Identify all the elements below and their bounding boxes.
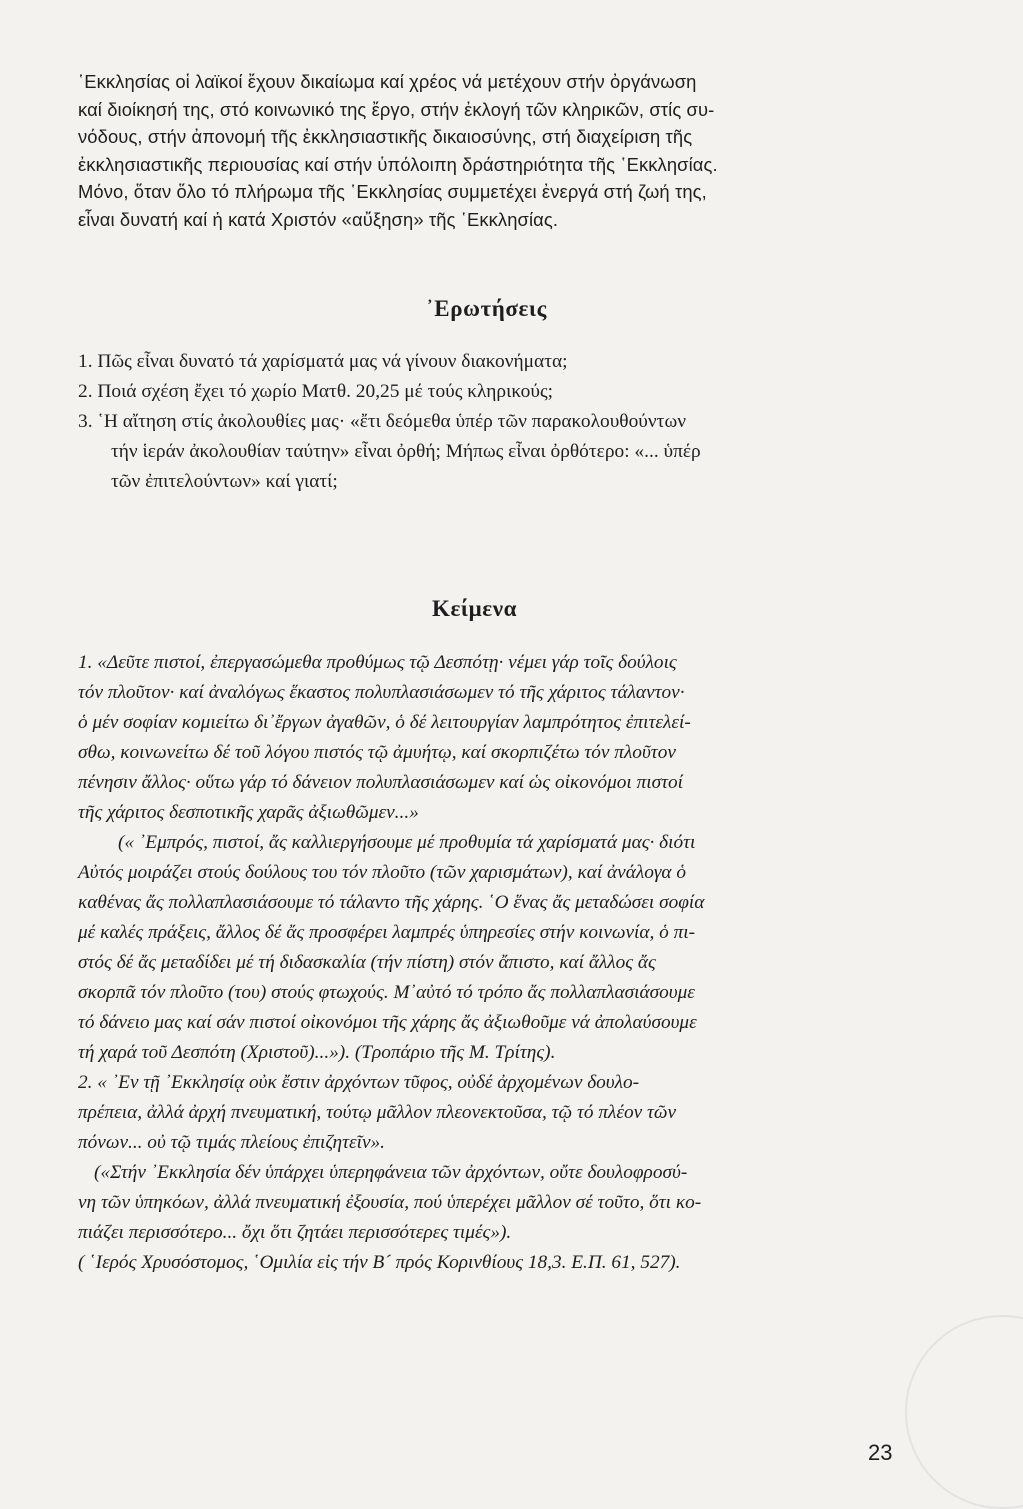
text-line: 1. «Δεῦτε πιστοί, ἐπεργασώμεθα προθύμως τῷ Δεσπότῃ· νέμει γάρ τοῖς δούλοις xyxy=(78,652,677,673)
intro-line: καί διοίκησή της, στό κοινωνικό της ἔργο, στήν ἐκλογή τῶν κληρικῶν, στίς συ- xyxy=(78,98,715,120)
text-line: τόν πλοῦτον· καί ἀναλόγως ἕκαστος πολυπλασιάσωμεν τό τῆς χάριτος τάλαντον· xyxy=(78,682,685,703)
texts-heading: Κείμενα xyxy=(432,596,518,621)
page-number: 23 xyxy=(868,1440,893,1465)
text-line: μέ καλές πράξεις, ἄλλος δέ ἄς προσφέρει λαμπρές ὑπηρεσίες στήν κοινωνία, ὁ πι- xyxy=(78,922,696,943)
question-item: 2. Ποιά σχέση ἔχει τό χωρίο Ματθ. 20,25 μέ τούς κληρικούς; xyxy=(78,381,554,402)
text-line: ( ῾Ιερός Χρυσόστομος, ῾Ομιλία εἰς τήν Β´ πρός Κορινθίους 18,3. Ε.Π. 61, 527). xyxy=(78,1252,681,1273)
question-item: 1. Πῶς εἶναι δυνατό τά χαρίσματά μας νά γίνουν διακονήματα; xyxy=(78,351,568,372)
text-line: νη τῶν ὑπηκόων, ἀλλά πνευματική ἐξουσία, πού ὑπερέχει μᾶλλον σέ τοῦτο, ὅτι κο- xyxy=(78,1192,702,1213)
text-line: καθένας ἄς πολλαπλασιάσουμε τό τάλαντο τῆς χάρης. ῾Ο ἕνας ἄς μεταδώσει σοφία xyxy=(78,892,705,913)
text-line: στός δέ ἄς μεταδίδει μέ τή διδασκαλία (τήν πίστη) στόν ἄπιστο, καί ἄλλος ἄς xyxy=(78,952,656,973)
questions-list xyxy=(78,347,928,497)
question-item-continuation: τῶν ἐπιτελούντων» καί γιατί; xyxy=(111,471,338,492)
intro-line: ῾Εκκλησίας οἱ λαϊκοί ἔχουν δικαίωμα καί χρέος νά μετέχουν στήν ὀργάνωση xyxy=(78,71,697,92)
intro-line: εἶναι δυνατή καί ἡ κατά Χριστόν «αὔξηση» τῆς ῾Εκκλησίας. xyxy=(78,208,559,230)
texts-section xyxy=(78,648,928,1278)
question-item-continuation: τήν ἱεράν ἀκολουθίαν ταύτην» εἶναι ὀρθή; Μήπως εἶναι ὀρθότερο: «... ὑπέρ xyxy=(111,441,701,462)
text-line: (« ᾿Εμπρός, πιστοί, ἄς καλλιεργήσουμε μέ προθυμία τά χαρίσματά μας· διότι xyxy=(118,832,696,853)
text-line: («Στήν ᾿Εκκλησία δέν ὑπάρχει ὑπερηφάνεια τῶν ἀρχόντων, οὔτε δουλοφροσύ- xyxy=(94,1162,688,1183)
text-line: σκορπᾶ τόν πλοῦτο (του) στούς φτωχούς. Μ᾿αὐτό τό τρόπο ἄς πολλαπλασιάσουμε xyxy=(78,982,695,1003)
intro-line: νόδους, στήν ἀπονομή τῆς ἐκκλησιαστικῆς δικαιοσύνης, στή διαχείριση τῆς xyxy=(78,126,693,148)
text-line: ὁ μέν σοφίαν κομιείτω δι᾿ἔργων ἀγαθῶν, ὁ δέ λειτουργίαν λαμπρότητος ἐπιτελεί- xyxy=(78,712,691,733)
text-line: τό δάνειο μας καί σάν πιστοί οἰκονόμοι τῆς χάρης ἄς ἀξιωθοῦμε νά ἀπολαύσουμε xyxy=(78,1012,697,1033)
text-line: πρέπεια, ἀλλά ἀρχή πνευματική, τούτῳ μᾶλλον πλεονεκτοῦσα, τῷ τό πλέον τῶν xyxy=(78,1102,677,1123)
text-line: τή χαρά τοῦ Δεσπότη (Χριστοῦ)...»). (Τροπάριο τῆς Μ. Τρίτης). xyxy=(78,1042,556,1063)
questions-heading: ᾿Ερωτήσεις xyxy=(426,296,547,321)
intro-line: ἐκκλησιαστικῆς περιουσίας καί στήν ὑπόλοιπη δράστηριότητα τῆς ῾Εκκλησίας. xyxy=(78,153,718,175)
text-line: 2. « ᾿Εν τῇ ᾿Εκκλησίᾳ οὐκ ἔστιν ἀρχόντων τῦφος, οὐδέ ἀρχομένων δουλο- xyxy=(78,1072,640,1093)
intro-paragraph xyxy=(78,68,916,234)
question-item: 3. ῾Η αἴτηση στίς ἀκολουθίες μας· «ἔτι δεόμεθα ὑπέρ τῶν παρακολουθούντων xyxy=(78,411,686,432)
text-line: τῆς χάριτος δεσποτικῆς χαρᾶς ἀξιωθῶμεν...» xyxy=(78,802,419,823)
faint-stamp-mark xyxy=(905,1315,1023,1509)
text-line: πιάζει περισσότερο... ὄχι ὅτι ζητάει περισσότερες τιμές»). xyxy=(78,1222,512,1243)
text-line: σθω, κοινωνείτω δέ τοῦ λόγου πιστός τῷ ἀμυήτῳ, καί σκορπιζέτω τόν πλοῦτον xyxy=(78,742,676,763)
text-line: πόνων... οὐ τῷ τιμάς πλείους ἐπιζητεῖν». xyxy=(78,1132,385,1153)
intro-line: Μόνο, ὅταν ὅλο τό πλήρωμα τῆς ῾Εκκλησίας συμμετέχει ἐνεργά στή ζωή της, xyxy=(78,181,707,203)
text-line: πένησιν ἄλλος· οὕτω γάρ τό δάνειον πολυπλασιάσωμεν καί ὡς οἰκονόμοι πιστοί xyxy=(78,772,684,793)
text-line: Αὐτός μοιράζει στούς δούλους του τόν πλοῦτο (τῶν χαρισμάτων), καί ἀνάλογα ὁ xyxy=(78,862,687,883)
